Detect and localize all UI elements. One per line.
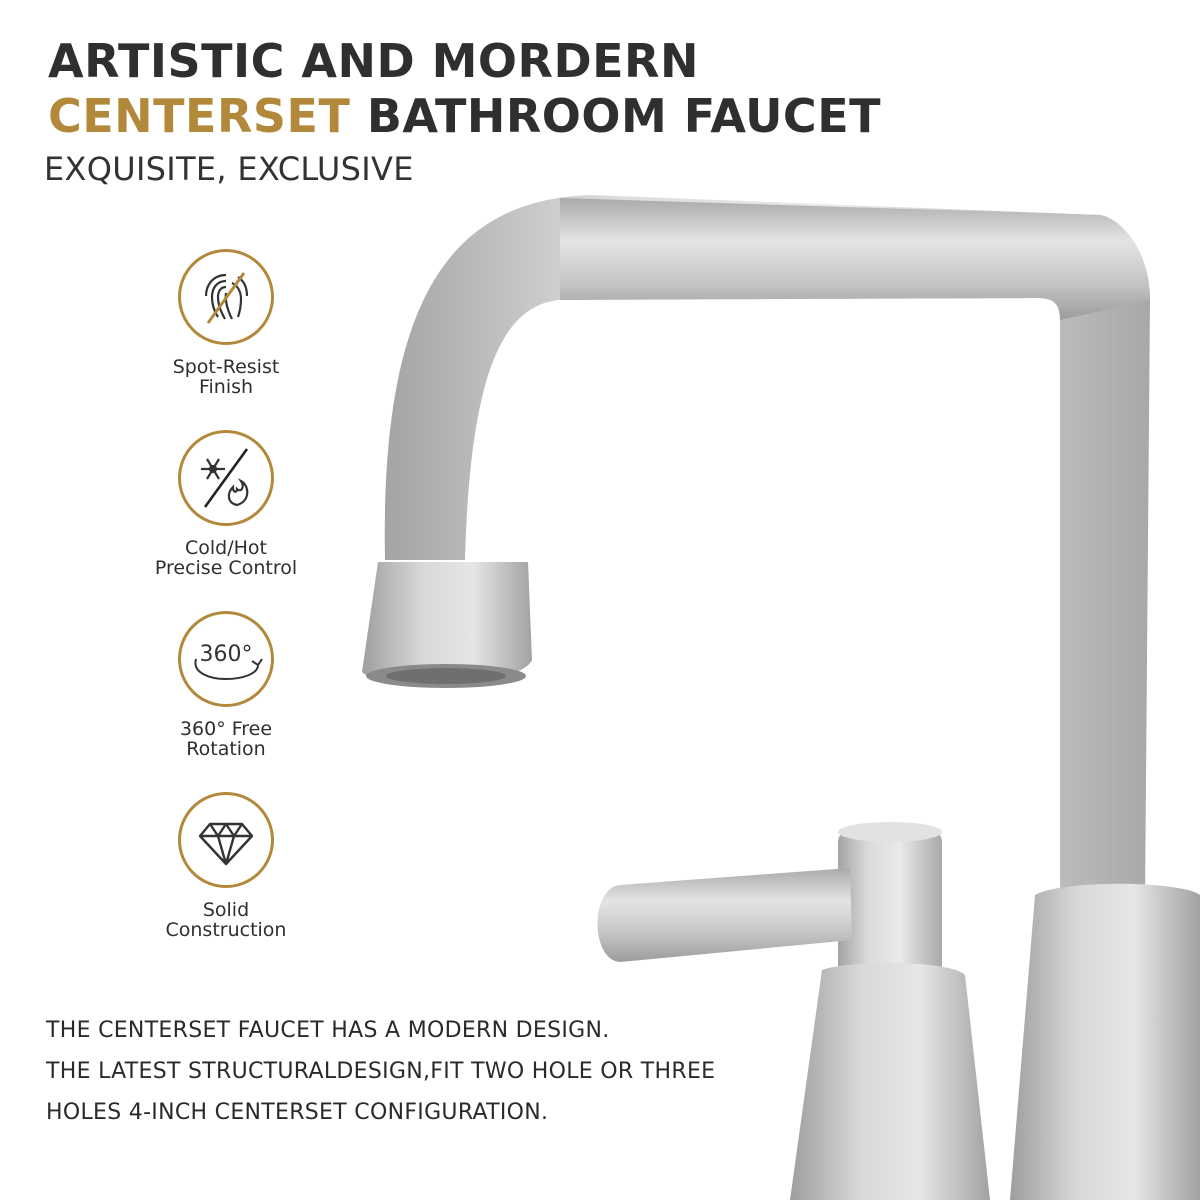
- feature-label: Cold/Hot Precise Control: [154, 537, 298, 579]
- handle-post: [838, 830, 942, 980]
- feature-rotation: [111, 611, 341, 759]
- headline-line-1: ARTISTIC AND MORDERN: [48, 34, 699, 88]
- feature-label: Solid Construction: [165, 899, 287, 941]
- feature-solid: [111, 792, 341, 940]
- headline-accent: CENTERSET: [48, 89, 351, 143]
- description: [46, 1010, 866, 1133]
- feature-label: Spot-Resist Finish: [172, 356, 280, 398]
- handle-lever: [598, 868, 853, 962]
- feature-spot-resist: [111, 249, 341, 397]
- faucet-base: [1010, 884, 1200, 1200]
- description-line-2: THE LATEST STRUCTURALDESIGN,FIT TWO HOLE OR THREE: [46, 1059, 716, 1084]
- tagline: EXQUISITE, EXCLUSIVE: [44, 150, 414, 188]
- feature-label: 360° Free Rotation: [179, 718, 273, 760]
- fingerprint-slash-icon: [178, 249, 274, 345]
- diamond-icon: [178, 792, 274, 888]
- snowflake-flame-icon: [178, 430, 274, 526]
- feature-cold-hot: [111, 430, 341, 578]
- rotation-value: 360°: [199, 642, 253, 667]
- description-line-3: HOLES 4-INCH CENTERSET CONFIGURATION.: [46, 1100, 549, 1125]
- description-line-1: THE CENTERSET FAUCET HAS A MODERN DESIGN.: [46, 1018, 610, 1043]
- headline-line-2: BATHROOM FAUCET: [366, 89, 881, 143]
- headline: [48, 34, 881, 144]
- faucet-spout: [385, 195, 1150, 900]
- rotation-360-icon: [178, 611, 274, 707]
